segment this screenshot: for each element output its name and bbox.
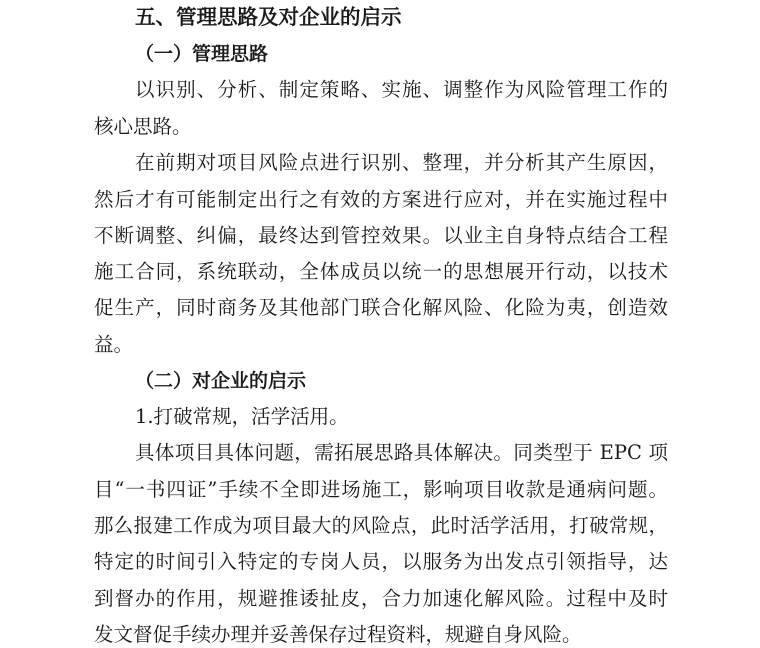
list-item: 1.打破常规，活学活用。 xyxy=(135,405,349,428)
paragraph-line: 在前期对项目风险点进行识别、整理，并分析其产生原因， xyxy=(135,151,668,174)
paragraph-line: 以识别、分析、制定策略、实施、调整作为风险管理工作的 xyxy=(135,78,668,101)
paragraph-line: 益。 xyxy=(94,333,134,356)
paragraph-line: 到督办的作用，规避推诿扯皮，合力加速化解风险。过程中及时 xyxy=(94,587,668,610)
paragraph-line: 不断调整、纠偏，最终达到管控效果。以业主自身特点结合工程 xyxy=(94,224,668,247)
paragraph-line: 然后才有可能制定出行之有效的方案进行应对，并在实施过程中 xyxy=(94,188,668,211)
paragraph-line: 核心思路。 xyxy=(94,115,192,138)
paragraph-line: 促生产，同时商务及其他部门联合化解风险、化险为夷，创造效 xyxy=(94,296,668,319)
paragraph-line: 目“一书四证”手续不全即进场施工，影响项目收款是通病问题。 xyxy=(94,478,668,501)
paragraph-line: 特定的时间引入特定的专岗人员，以服务为出发点引领指导，达 xyxy=(94,550,668,573)
paragraph-line: 发文督促手续办理并妥善保存过程资料，规避自身风险。 xyxy=(94,623,582,646)
section-heading: 五、管理思路及对企业的启示 xyxy=(135,5,402,29)
paragraph-line: 施工合同，系统联动，全体成员以统一的思想展开行动，以技术 xyxy=(94,260,668,283)
subsection-title-management: （一）管理思路 xyxy=(135,43,269,65)
subsection-title-insights: （二）对企业的启示 xyxy=(135,370,307,392)
paragraph-line: 那么报建工作成为项目最大的风险点，此时活学活用，打破常规， xyxy=(94,514,668,537)
paragraph-line: 具体项目具体问题，需拓展思路具体解决。同类型于 EPC 项 xyxy=(135,441,668,464)
